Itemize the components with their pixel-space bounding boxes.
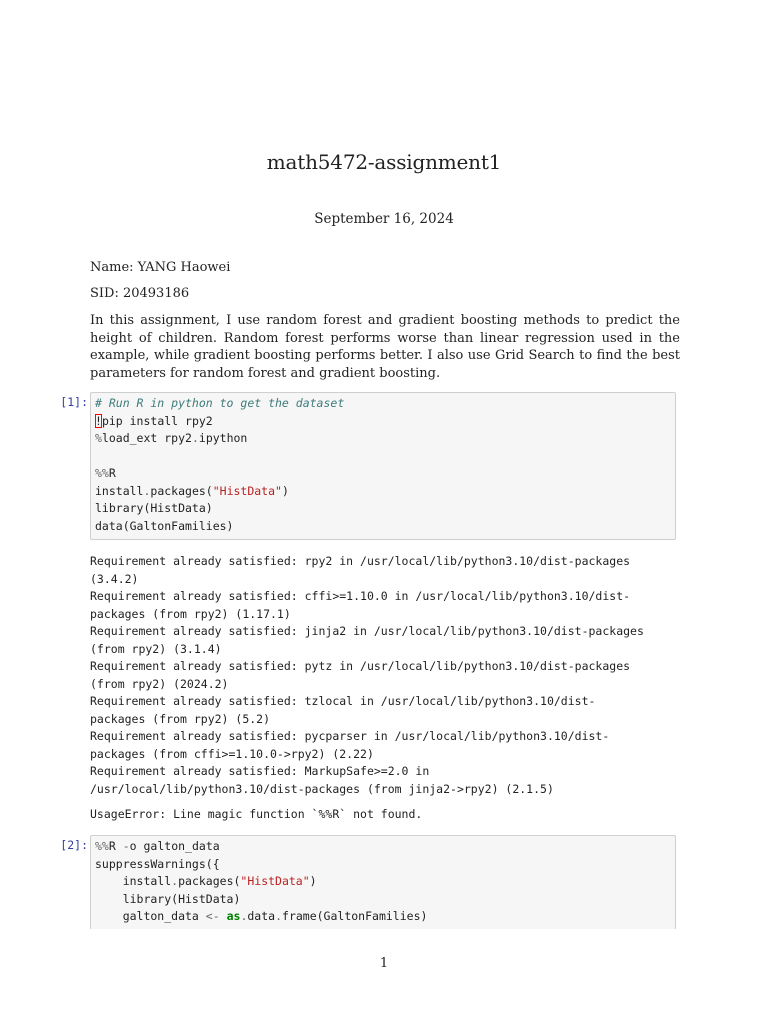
- code-line: [95, 518, 671, 536]
- cell-error-output: UsageError: Line magic function `%%R` not found.: [90, 807, 423, 821]
- code-token: suppressWarnings({: [95, 856, 220, 871]
- code-token-comment: # Run R in python to get the dataset: [95, 396, 345, 410]
- code-token: R: [108, 466, 116, 480]
- document-title: math5472-assignment1: [266, 150, 502, 174]
- code-line: [95, 430, 671, 448]
- output-line: Requirement already satisfied: pycparser in /usr/local/lib/python3.10/dist-: [90, 729, 610, 743]
- code-token-kw: as: [226, 909, 241, 923]
- code-token: frame(GaltonFamilies): [282, 909, 428, 923]
- output-line: Requirement already satisfied: cffi>=1.10.0 in /usr/local/lib/python3.10/dist-: [90, 589, 631, 603]
- code-token: load_ext rpy2: [101, 431, 192, 445]
- cell-output: [90, 553, 690, 798]
- cell-prompt: [1]:: [60, 395, 88, 409]
- code-token: ): [309, 874, 317, 888]
- student-id: SID: 20493186: [90, 286, 190, 301]
- code-line: [95, 395, 671, 413]
- code-line: [95, 483, 671, 501]
- output-line: Requirement already satisfied: MarkupSafe>=2.0 in: [90, 764, 430, 778]
- code-token: ipython: [198, 431, 248, 445]
- output-line: Requirement already satisfied: jinja2 in /usr/local/lib/python3.10/dist-packages: [90, 624, 644, 638]
- output-line: /usr/local/lib/python3.10/dist-packages (from jinja2->rpy2) (2.1.5): [90, 781, 554, 796]
- code-token-op: .: [191, 431, 199, 445]
- code-token-bang: !: [95, 413, 102, 428]
- code-token: library(HistData): [95, 501, 213, 515]
- code-line: [95, 465, 671, 483]
- code-token-op: .: [143, 483, 151, 498]
- code-line: [95, 856, 671, 874]
- code-token: packages(: [178, 874, 241, 888]
- code-line: [95, 908, 671, 926]
- output-line: packages (from rpy2) (1.17.1): [90, 606, 291, 621]
- code-token-op: -: [122, 839, 130, 853]
- code-token: pip install rpy2: [101, 413, 213, 428]
- code-token-op: %: [95, 431, 102, 445]
- code-line: [95, 873, 671, 891]
- code-token-str: "HistData": [212, 483, 282, 498]
- code-token-op: .: [171, 874, 179, 888]
- code-token-str: "HistData": [240, 874, 310, 888]
- code-token: o galton_data: [129, 839, 220, 853]
- code-token: R: [108, 839, 123, 853]
- code-token: ): [281, 483, 289, 498]
- code-token-op: %%: [95, 839, 109, 853]
- cell-prompt: [2]:: [60, 838, 88, 852]
- code-token: data: [247, 909, 276, 923]
- code-token: data(GaltonFamilies): [95, 518, 234, 533]
- code-token-op: .: [240, 909, 248, 923]
- output-line: (3.4.2): [90, 571, 139, 586]
- output-line: (from rpy2) (3.1.4): [90, 641, 222, 656]
- code-cell[interactable]: [90, 835, 676, 929]
- output-line: packages (from cffi>=1.10.0->rpy2) (2.22): [90, 746, 374, 761]
- page-number: 1: [379, 956, 389, 971]
- output-line: Requirement already satisfied: tzlocal in /usr/local/lib/python3.10/dist-: [90, 694, 596, 708]
- code-line: [95, 413, 671, 431]
- output-line: (from rpy2) (2024.2): [90, 676, 229, 691]
- output-line: Requirement already satisfied: pytz in /usr/local/lib/python3.10/dist-packages: [90, 659, 631, 673]
- code-token: packages(: [150, 483, 213, 498]
- author-name: Name: YANG Haowei: [90, 260, 231, 275]
- output-line: Requirement already satisfied: rpy2 in /usr/local/lib/python3.10/dist-packages: [90, 554, 631, 568]
- intro-paragraph: In this assignment, I use random forest and gradient boosting methods to predict the height of children. Random forest performs worse than linear regression used in the example, while gradient boosting performs better. I also use Grid Search to find the best parameters for random forest and gradient boosting.: [90, 313, 680, 381]
- code-line: [95, 448, 671, 466]
- code-token: [220, 909, 227, 923]
- document-date: September 16, 2024: [314, 211, 454, 227]
- code-line: [95, 838, 671, 856]
- code-token-op: <-: [205, 909, 220, 923]
- code-token: library(HistData): [95, 891, 241, 906]
- output-line: packages (from rpy2) (5.2): [90, 711, 271, 726]
- code-cell[interactable]: [90, 392, 676, 540]
- code-token: install: [95, 874, 172, 888]
- code-token-op: .: [275, 909, 283, 923]
- code-line: [95, 500, 671, 518]
- code-line: [95, 891, 671, 909]
- code-token: galton_data: [95, 909, 206, 923]
- code-token: install: [95, 483, 144, 498]
- code-token-op: %%: [95, 466, 109, 480]
